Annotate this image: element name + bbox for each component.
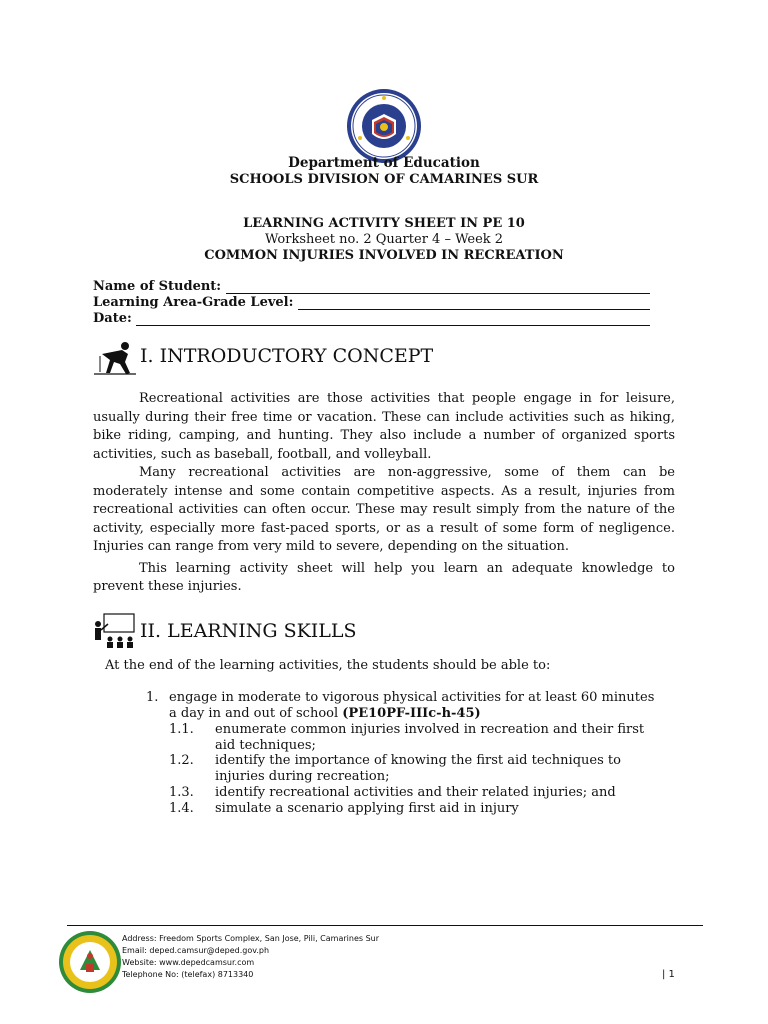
footer-telephone: Telephone No: (telefax) 8713340: [122, 970, 254, 979]
division-seal-logo: [58, 930, 122, 994]
subitem-1-1-number: 1.1.: [169, 722, 194, 737]
classroom-icon: [92, 612, 138, 650]
subitem-1-1-text: enumerate common injuries involved in recreation and their first: [215, 722, 645, 737]
subitem-1-2-text: identify the importance of knowing the first aid techniques to: [215, 753, 621, 768]
footer-email: Email: deped.camsur@deped.gov.ph: [122, 946, 270, 955]
deped-seal-logo: [346, 88, 422, 164]
name-label: Name of Student:: [93, 279, 222, 294]
worksheet-line: Worksheet no. 2 Quarter 4 – Week 2: [264, 232, 504, 247]
competency-code: (PE10PF-IIIc-h-45): [342, 706, 481, 721]
grade-field[interactable]: [298, 309, 650, 310]
footer-contact: [122, 933, 379, 981]
athlete-icon: [92, 340, 138, 376]
objective-1-number: 1.: [146, 690, 159, 705]
objective-1-text: engage in moderate to vigorous physical activities for at least 60 minutes: [169, 690, 655, 705]
grade-label: Learning Area-Grade Level:: [93, 295, 294, 310]
subitem-1-3-text: identify recreational activities and their related injuries; and: [215, 785, 616, 800]
date-field[interactable]: [136, 325, 650, 326]
section2-title: II. LEARNING SKILLS: [140, 620, 357, 642]
page-number: | 1: [662, 969, 675, 980]
topic-title: COMMON INJURIES INVOLVED IN RECREATION: [204, 248, 564, 263]
sheet-title: LEARNING ACTIVITY SHEET IN PE 10: [243, 216, 525, 231]
footer-address: Address: Freedom Sports Complex, San Jose, Pili, Camarines Sur: [122, 934, 380, 943]
department-title: Department of Education: [288, 155, 480, 171]
footer-divider: [67, 925, 703, 926]
intro-paragraph-3: This learning activity sheet will help you learn an adequate knowledge to prevent these injuries.: [93, 560, 675, 594]
intro-paragraph-1: Recreational activities are those activities that people engage in for leisure, usually during their free time or vacation. These can include activities such as hiking, bike riding, camping, and hunting. They also include a number of organized sports activities, such as baseball, football, and volleyball.: [93, 391, 675, 462]
footer-website: Website: www.depedcamsur.com: [122, 958, 255, 967]
skills-intro: At the end of the learning activities, the students should be able to:: [105, 658, 551, 673]
name-field[interactable]: [226, 293, 650, 294]
subitem-1-2-number: 1.2.: [169, 753, 194, 768]
objective-1-text-2: a day in and out of school: [169, 706, 339, 721]
date-label: Date:: [93, 311, 132, 326]
subitem-1-1-text-cont: aid techniques;: [215, 738, 316, 753]
section1-title: I. INTRODUCTORY CONCEPT: [140, 345, 434, 367]
division-title: SCHOOLS DIVISION OF CAMARINES SUR: [229, 172, 539, 187]
objective-1-continued: [169, 706, 481, 722]
subitem-1-4-text: simulate a scenario applying first aid in injury: [215, 801, 519, 816]
intro-paragraph-2: Many recreational activities are non-aggressive, some of them can be moderately intense and some contain competitive aspects. As a result, injuries from recreational activities can often occur. These may result simply from the nature of the activity, especially more fast-paced sports, or as a result of some form of negligence. Injuries can range from very mild to severe, depending on the situation.: [93, 465, 675, 554]
subitem-1-3-number: 1.3.: [169, 785, 194, 800]
intro-paragraphs: [93, 390, 675, 597]
subitem-1-2-text-cont: injuries during recreation;: [215, 769, 390, 784]
subitem-1-4-number: 1.4.: [169, 801, 194, 816]
